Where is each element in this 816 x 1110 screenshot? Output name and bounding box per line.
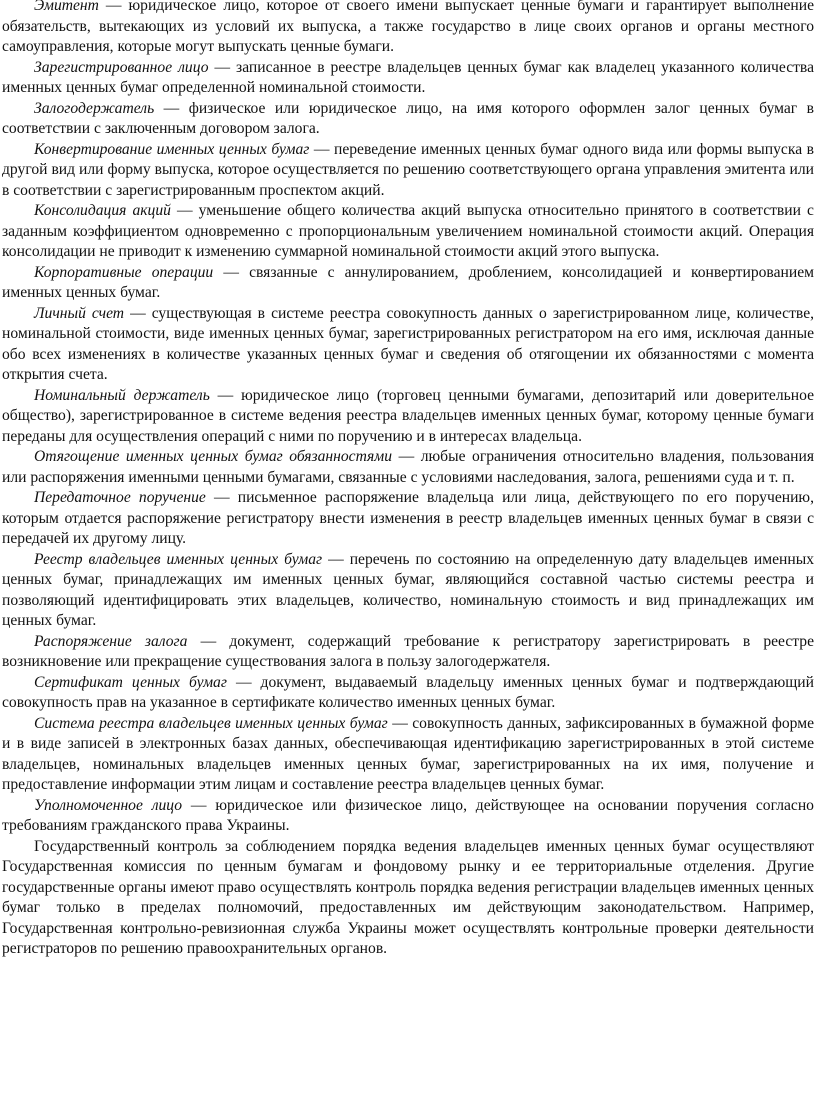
definition-term: Личный счет (34, 304, 125, 322)
definition-term: Отягощение именных ценных бумаг обязанностями (34, 448, 393, 465)
definition-text: — юридическое лицо, которое от своего имени выпускает ценные бумаги и гарантирует выполнение обязательств, вытекающих из условий их выпуска, а также государство в лице своих органов и органы местного самоуправления, которые могут выпускать ценные бумаги. (2, 0, 814, 55)
definition-term: Система реестра владельцев именных ценных бумаг (34, 714, 388, 732)
definition-text: — любые ограничения относительно владения, пользования или распоряжения именными ценными бумагами, связанные с условиями наследования, залога, решениями суда и т. п. (2, 448, 814, 486)
definition-paragraph (2, 58, 814, 99)
definition-text: — перечень по состоянию на определенную дату владельцев именных ценных бумаг, принадлежащих им именных ценных бумаг, являющийся составной частью системы реестра и позволяющий идентифицировать этих владельцев, количество, номинальную стоимость и вид принадлежащих им ценных бумаг. (2, 550, 814, 629)
definition-text: — уменьшение общего количества акций выпуска относительно принятого в соответствии с заданным коэффициентом одновременно с пропорциональным увеличением номинальной стоимости акций. Операция консолидации не приводит к изменению суммарной номинальной стоимости акций этого выпуска. (2, 202, 814, 260)
definition-text: — документ, выдаваемый владельцу именных ценных бумаг и подтверждающий совокупность прав на указанное в сертификате количество именных ценных бумаг. (2, 673, 814, 711)
definition-paragraph (2, 386, 814, 448)
definition-text: — переведение именных ценных бумаг одного вида или формы выпуска в другой вид или форму выпуска, которое осуществляется по решению соответствующего органа управления эмитента или в соответствии с зарегистрированным проспектом акций. (2, 140, 814, 199)
definition-term: Зарегистрированное лицо (34, 58, 209, 76)
definition-paragraph (2, 304, 814, 386)
definition-paragraph (2, 99, 814, 140)
definition-term: Уполномоченное лицо (34, 796, 183, 814)
definition-term: Эмитент (34, 0, 99, 14)
definition-paragraph (2, 0, 814, 58)
definition-paragraph (2, 673, 814, 714)
definition-term: Сертификат ценных бумаг (34, 673, 227, 691)
definition-paragraph (2, 796, 814, 837)
definition-paragraph (2, 488, 814, 550)
definition-paragraph (2, 140, 814, 202)
definition-text: — юридическое или физическое лицо, действующее на основании поручения согласно требованиям гражданского права Украины. (2, 796, 814, 834)
definition-term: Корпоративные операции (34, 263, 214, 281)
definition-term: Номинальный держатель (34, 386, 210, 404)
definition-term: Передаточное поручение (34, 489, 206, 506)
document-body (2, 0, 814, 960)
definition-text: — юридическое лицо (торговец ценными бумагами, депозитарий или доверительное общество), зарегистрированное в системе ведения реестра владельцев именных ценных бумаг, которому ценные бумаги переданы для осуществления операций с ними по поручению и в интересах владельца. (2, 386, 814, 445)
definition-text: — совокупность данных, зафиксированных в бумажной форме и в виде записей в электронных базах данных, обеспечивающая идентификацию зарегистрированных в этой системе владельцев, номинальных владельцев именных ценных бумаг, зарегистрированных на их имя, получение и предоставление информации этим лицам и составление реестра владельцев ценных бумаг. (2, 714, 814, 793)
state-control-paragraph: Государственный контроль за соблюдением порядка ведения владельцев именных ценных бумаг осуществляют Государственная комиссия по ценным бумагам и фондовому рынку и ее территориальные отделения. Другие государственные органы имеют право осуществлять контроль порядка ведения регистрации владельцев именных ценных бумаг только в пределах полномочий, предоставленных им действующим законодательством. Например, Государственная контрольно-ревизионная служба Украины может осуществлять контрольные проверки деятельности регистраторов по решению правоохранительных органов. (2, 837, 814, 957)
definition-text: — существующая в системе реестра совокупность данных о зарегистрированном лице, количестве, номинальной стоимости, виде именных ценных бумаг, зарегистрированных регистратором на его имя, исключая данные обо всех изменениях в количестве указанных ценных бумаг и сведения об отягощении их обязанностями с момента открытия счета. (2, 304, 815, 383)
definition-paragraph (2, 201, 814, 263)
definition-paragraph (2, 447, 814, 488)
definition-term: Конвертирование именных ценных бумаг (34, 140, 310, 158)
definition-term: Консолидация акций (34, 202, 171, 219)
definition-term: Залогодержатель (34, 99, 155, 117)
definition-text: — физическое или юридическое лицо, на имя которого оформлен залог ценных бумаг в соответствии с заключенным договором залога. (2, 99, 814, 137)
definition-text: — связанные с аннулированием, дроблением, консолидацией и конвертированием именных ценных бумаг. (2, 263, 814, 301)
definition-paragraph (2, 714, 814, 796)
definition-term: Реестр владельцев именных ценных бумаг (34, 550, 323, 568)
definition-text: — записанное в реестре владельцев ценных бумаг как владелец указанного количества именных ценных бумаг определенной номинальной стоимости. (2, 58, 815, 96)
definition-paragraph (2, 632, 814, 673)
definition-text: — письменное распоряжение владельца или лица, действующего по его поручению, которым отдается распоряжение регистратору внести изменения в реестр владельцев именных ценных бумаг в связи с передачей их другому лицу. (2, 489, 814, 547)
definition-paragraph (2, 263, 814, 304)
definition-term: Распоряжение залога (34, 632, 188, 650)
definition-paragraph (2, 550, 814, 632)
definition-text: — документ, содержащий требование к регистратору зарегистрировать в реестре возникновение или прекращение существования залога в пользу залогодержателя. (2, 632, 814, 670)
